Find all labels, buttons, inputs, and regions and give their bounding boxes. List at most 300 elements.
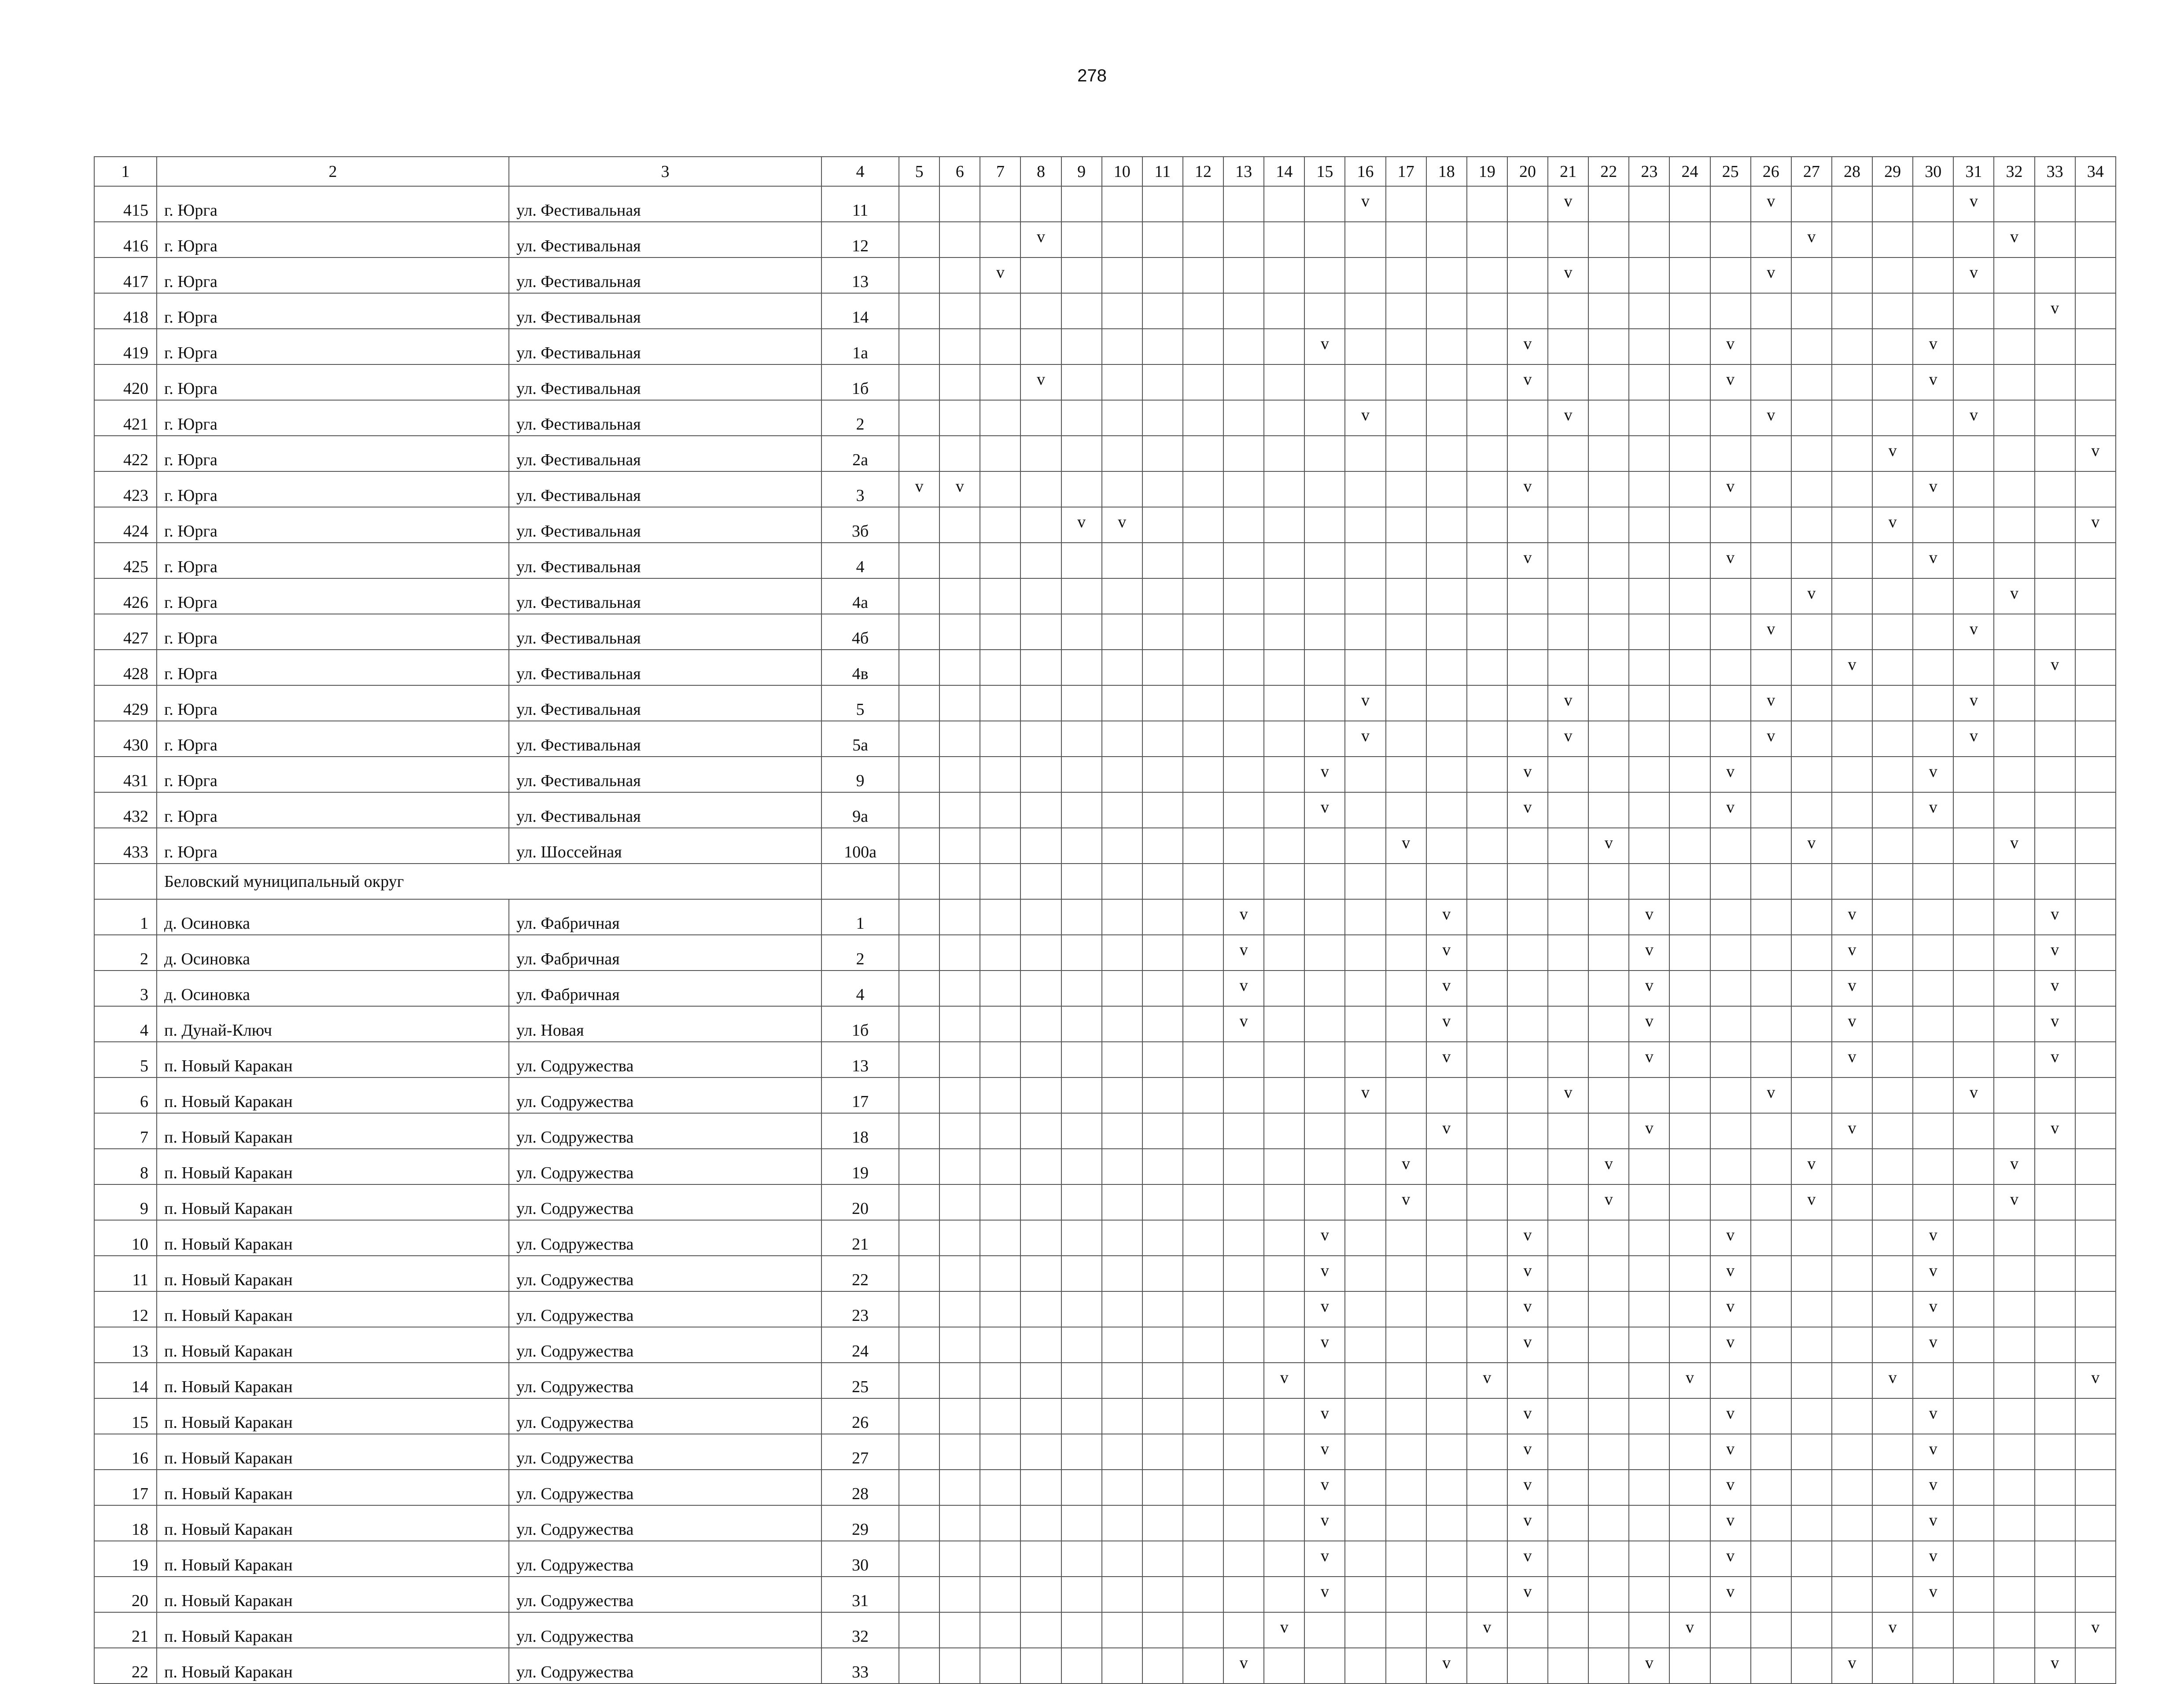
mark-cell [1832,614,1872,650]
mark-cell [1953,293,1994,329]
check-mark: v [1223,1006,1264,1042]
mark-cell [1102,935,1142,971]
street-cell: ул. Фабричная [509,935,821,971]
section-row [94,864,2116,899]
mark-cell [1386,1470,1426,1505]
mark-cell [1264,1327,1304,1363]
mark-cell [1548,1541,1588,1577]
check-mark: v [1710,1434,1751,1470]
header-cell: 17 [1386,157,1426,186]
mark-cell [2075,899,2116,935]
street-cell: ул. Фестивальная [509,436,821,471]
mark-cell [1142,543,1183,578]
mark-cell [1102,1541,1142,1577]
mark-cell [2035,1149,2075,1184]
mark-cell [939,864,980,899]
mark-cell [1913,1648,1953,1684]
mark-cell [1223,1184,1264,1220]
header-cell: 4 [821,157,899,186]
row-number: 417 [94,257,157,293]
house-cell: 2а [821,436,899,471]
mark-cell [1669,1327,1710,1363]
mark-cell [1953,757,1994,792]
street-cell: ул. Фестивальная [509,792,821,828]
mark-cell [1304,186,1345,222]
mark-cell [1426,1149,1467,1184]
locality-cell: п. Новый Каракан [157,1113,509,1149]
mark-cell [1832,1470,1872,1505]
mark-cell [899,222,939,257]
check-mark: v [1426,971,1467,1006]
mark-cell [1832,436,1872,471]
street-cell: ул. Содружества [509,1541,821,1577]
mark-cell [980,935,1020,971]
mark-cell [1223,721,1264,757]
mark-cell [1264,721,1304,757]
mark-cell [1102,329,1142,364]
mark-cell [1183,436,1223,471]
mark-cell [1304,1648,1345,1684]
mark-cell [1994,971,2034,1006]
check-mark: v [1751,257,1791,293]
mark-cell [1832,1184,1872,1220]
mark-cell [1548,650,1588,685]
mark-cell [1710,685,1751,721]
row-number: 14 [94,1363,157,1398]
mark-cell [1345,1006,1385,1042]
mark-cell [1264,685,1304,721]
mark-cell [1345,1363,1385,1398]
street-cell: ул. Содружества [509,1077,821,1113]
table-row [94,1220,2116,1256]
mark-cell [1994,1541,2034,1577]
mark-cell [1791,186,1832,222]
check-mark: v [1304,1327,1345,1363]
street-cell: ул. Новая [509,1006,821,1042]
house-cell: 22 [821,1256,899,1291]
mark-cell [1020,757,1061,792]
mark-cell [1061,1434,1102,1470]
check-mark: v [1386,828,1426,864]
locality-cell: п. Новый Каракан [157,1220,509,1256]
mark-cell [1020,1220,1061,1256]
mark-cell [1629,471,1669,507]
mark-cell [1994,685,2034,721]
mark-cell [1872,864,1913,899]
mark-cell [1345,1220,1385,1256]
mark-cell [1102,1184,1142,1220]
mark-cell [1102,364,1142,400]
mark-cell [1223,222,1264,257]
mark-cell [1223,1505,1264,1541]
mark-cell [1142,828,1183,864]
mark-cell [1953,507,1994,543]
mark-cell [2075,222,2116,257]
check-mark: v [1507,1327,1548,1363]
mark-cell [1669,364,1710,400]
mark-cell [2035,257,2075,293]
mark-cell [899,293,939,329]
mark-cell [1467,721,1507,757]
mark-cell [1345,650,1385,685]
mark-cell [1142,1398,1183,1434]
mark-cell [1102,1220,1142,1256]
check-mark: v [1629,971,1669,1006]
table-row [94,899,2116,935]
header-cell: 20 [1507,157,1548,186]
mark-cell [939,257,980,293]
mark-cell [1913,186,1953,222]
mark-cell [1183,864,1223,899]
mark-cell [1223,578,1264,614]
mark-cell [1832,1327,1872,1363]
mark-cell [1304,1077,1345,1113]
check-mark: v [1426,899,1467,935]
mark-cell [980,1363,1020,1398]
mark-cell [1020,1077,1061,1113]
check-mark: v [1710,1470,1751,1505]
mark-cell [1467,1042,1507,1077]
mark-cell [1548,971,1588,1006]
header-cell: 12 [1183,157,1223,186]
mark-cell [1953,864,1994,899]
mark-cell [1102,1577,1142,1612]
mark-cell [1102,721,1142,757]
mark-cell [899,507,939,543]
check-mark: v [1872,1363,1913,1398]
check-mark: v [1629,1042,1669,1077]
house-cell: 3 [821,471,899,507]
mark-cell [1548,899,1588,935]
row-number: 425 [94,543,157,578]
mark-cell [899,971,939,1006]
mark-cell [1751,364,1791,400]
house-cell: 21 [821,1220,899,1256]
mark-cell [1223,1256,1264,1291]
check-mark: v [1264,1363,1304,1398]
row-number: 419 [94,329,157,364]
mark-cell [1020,543,1061,578]
mark-cell [1467,1291,1507,1327]
mark-cell [1345,1577,1385,1612]
mark-cell [899,364,939,400]
mark-cell [1751,757,1791,792]
mark-cell [1751,1256,1791,1291]
header-cell: 21 [1548,157,1588,186]
mark-cell [1386,792,1426,828]
mark-cell [1386,721,1426,757]
mark-cell [899,1398,939,1434]
check-mark: v [1020,364,1061,400]
mark-cell [1669,1184,1710,1220]
mark-cell [2035,364,2075,400]
mark-cell [1020,1505,1061,1541]
row-number: 428 [94,650,157,685]
mark-cell [1020,293,1061,329]
mark-cell [1183,471,1223,507]
mark-cell [1994,1434,2034,1470]
mark-cell [2035,614,2075,650]
mark-cell [1669,400,1710,436]
mark-cell [1426,614,1467,650]
mark-cell [2035,1363,2075,1398]
mark-cell [1588,1612,1629,1648]
header-cell: 32 [1994,157,2034,186]
locality-cell: п. Новый Каракан [157,1434,509,1470]
house-cell: 100а [821,828,899,864]
locality-cell: г. Юрга [157,578,509,614]
row-number: 415 [94,186,157,222]
mark-cell [1304,685,1345,721]
mark-cell [1061,1327,1102,1363]
house-cell: 26 [821,1398,899,1434]
mark-cell [1588,222,1629,257]
mark-cell [1791,1541,1832,1577]
mark-cell [1588,186,1629,222]
mark-cell [1223,1398,1264,1434]
mark-cell [899,1327,939,1363]
mark-cell [1223,792,1264,828]
mark-cell [1791,792,1832,828]
mark-cell [2075,1256,2116,1291]
mark-cell [899,757,939,792]
mark-cell [1507,1612,1548,1648]
mark-cell [1507,293,1548,329]
mark-cell [899,1077,939,1113]
mark-cell [1020,1577,1061,1612]
mark-cell [1102,650,1142,685]
mark-cell [1223,1434,1264,1470]
mark-cell [1710,614,1751,650]
mark-cell [1102,1113,1142,1149]
mark-cell [1791,650,1832,685]
mark-cell [1386,1505,1426,1541]
house-cell: 5 [821,685,899,721]
mark-cell [1548,614,1588,650]
mark-cell [1183,721,1223,757]
mark-cell [1710,1113,1751,1149]
mark-cell [1426,828,1467,864]
mark-cell [1548,864,1588,899]
mark-cell [1548,1434,1588,1470]
check-mark: v [1832,935,1872,971]
mark-cell [1548,1184,1588,1220]
check-mark: v [1507,1577,1548,1612]
mark-cell [899,1434,939,1470]
mark-cell [980,1398,1020,1434]
mark-cell [1994,1220,2034,1256]
mark-cell [1061,1505,1102,1541]
mark-cell [1345,578,1385,614]
mark-cell [2035,828,2075,864]
mark-cell [1669,222,1710,257]
check-mark: v [1507,1434,1548,1470]
mark-cell [939,186,980,222]
mark-cell [1223,1363,1264,1398]
table-row [94,721,2116,757]
mark-cell [1061,543,1102,578]
mark-cell [1102,222,1142,257]
mark-cell [2035,1077,2075,1113]
mark-cell [1264,1149,1304,1184]
mark-cell [1872,899,1913,935]
mark-cell [1953,1577,1994,1612]
check-mark: v [2075,436,2116,471]
check-mark: v [1223,971,1264,1006]
locality-cell: п. Новый Каракан [157,1505,509,1541]
mark-cell [1345,1327,1385,1363]
mark-cell [980,222,1020,257]
row-number: 430 [94,721,157,757]
table-row [94,614,2116,650]
mark-cell [1304,1612,1345,1648]
mark-cell [1507,1363,1548,1398]
check-mark: v [1994,222,2034,257]
check-mark: v [1913,1577,1953,1612]
mark-cell [980,329,1020,364]
table-row [94,578,2116,614]
mark-cell [1183,1398,1223,1434]
check-mark: v [1710,1577,1751,1612]
check-mark: v [1953,685,1994,721]
mark-cell [1669,293,1710,329]
check-mark: v [1507,1541,1548,1577]
mark-cell [939,1077,980,1113]
mark-cell [1304,507,1345,543]
mark-cell [1629,828,1669,864]
mark-cell [980,364,1020,400]
mark-cell [1142,935,1183,971]
mark-cell [980,1327,1020,1363]
mark-cell [1102,971,1142,1006]
locality-cell: п. Новый Каракан [157,1470,509,1505]
table-row [94,1113,2116,1149]
mark-cell [1345,1042,1385,1077]
mark-cell [1467,650,1507,685]
mark-cell [1020,792,1061,828]
mark-cell [1223,1220,1264,1256]
mark-cell [2075,1470,2116,1505]
mark-cell [1467,1577,1507,1612]
mark-cell [1467,1398,1507,1434]
check-mark: v [1386,1184,1426,1220]
mark-cell [1751,864,1791,899]
check-mark: v [1710,1505,1751,1541]
mark-cell [980,1434,1020,1470]
mark-cell [1791,400,1832,436]
mark-cell [1020,257,1061,293]
mark-cell [1386,971,1426,1006]
check-mark: v [1832,1042,1872,1077]
mark-cell [1264,971,1304,1006]
row-number: 5 [94,1042,157,1077]
mark-cell [1548,222,1588,257]
mark-cell [1710,578,1751,614]
mark-cell [1304,293,1345,329]
mark-cell [1588,1398,1629,1434]
mark-cell [2075,1577,2116,1612]
mark-cell [1507,650,1548,685]
mark-cell [1832,293,1872,329]
mark-cell [1872,1505,1913,1541]
mark-cell [1629,507,1669,543]
mark-cell [980,864,1020,899]
mark-cell [1183,257,1223,293]
header-cell: 29 [1872,157,1913,186]
check-mark: v [1913,757,1953,792]
mark-cell [899,1042,939,1077]
mark-cell [1264,650,1304,685]
mark-cell [1061,685,1102,721]
mark-cell [1467,757,1507,792]
mark-cell [1751,543,1791,578]
mark-cell [1629,1363,1669,1398]
mark-cell [1507,1184,1548,1220]
mark-cell [1142,1291,1183,1327]
mark-cell [980,757,1020,792]
header-cell: 16 [1345,157,1385,186]
mark-cell [1223,471,1264,507]
mark-cell [899,828,939,864]
mark-cell [1791,1505,1832,1541]
header-cell: 22 [1588,157,1629,186]
header-cell: 25 [1710,157,1751,186]
mark-cell [1142,1113,1183,1149]
mark-cell [1994,1398,2034,1434]
table-row [94,1434,2116,1470]
mark-cell [1102,1648,1142,1684]
mark-cell [1223,757,1264,792]
mark-cell [1467,400,1507,436]
row-number: 422 [94,436,157,471]
header-cell: 8 [1020,157,1061,186]
locality-cell: г. Юрга [157,222,509,257]
mark-cell [1386,1113,1426,1149]
street-cell: ул. Фестивальная [509,364,821,400]
house-cell: 23 [821,1291,899,1327]
mark-cell [1913,293,1953,329]
header-cell: 11 [1142,157,1183,186]
row-number: 8 [94,1149,157,1184]
mark-cell [1345,222,1385,257]
check-mark: v [1832,1113,1872,1149]
mark-cell [939,436,980,471]
mark-cell [1791,1648,1832,1684]
mark-cell [1913,721,1953,757]
mark-cell [1994,1505,2034,1541]
mark-cell [1629,1077,1669,1113]
street-cell: ул. Содружества [509,1363,821,1398]
check-mark: v [1710,471,1751,507]
row-number: 7 [94,1113,157,1149]
mark-cell [1223,329,1264,364]
mark-cell [1953,1256,1994,1291]
house-cell: 5а [821,721,899,757]
mark-cell [939,828,980,864]
mark-cell [1953,1291,1994,1327]
mark-cell [1183,1363,1223,1398]
mark-cell [1832,828,1872,864]
mark-cell [1872,222,1913,257]
mark-cell [1913,1113,1953,1149]
header-cell: 31 [1953,157,1994,186]
mark-cell [1548,1256,1588,1291]
mark-cell [1751,1113,1791,1149]
mark-cell [1020,471,1061,507]
mark-cell [1426,1612,1467,1648]
mark-cell [1751,1220,1791,1256]
mark-cell [1832,757,1872,792]
